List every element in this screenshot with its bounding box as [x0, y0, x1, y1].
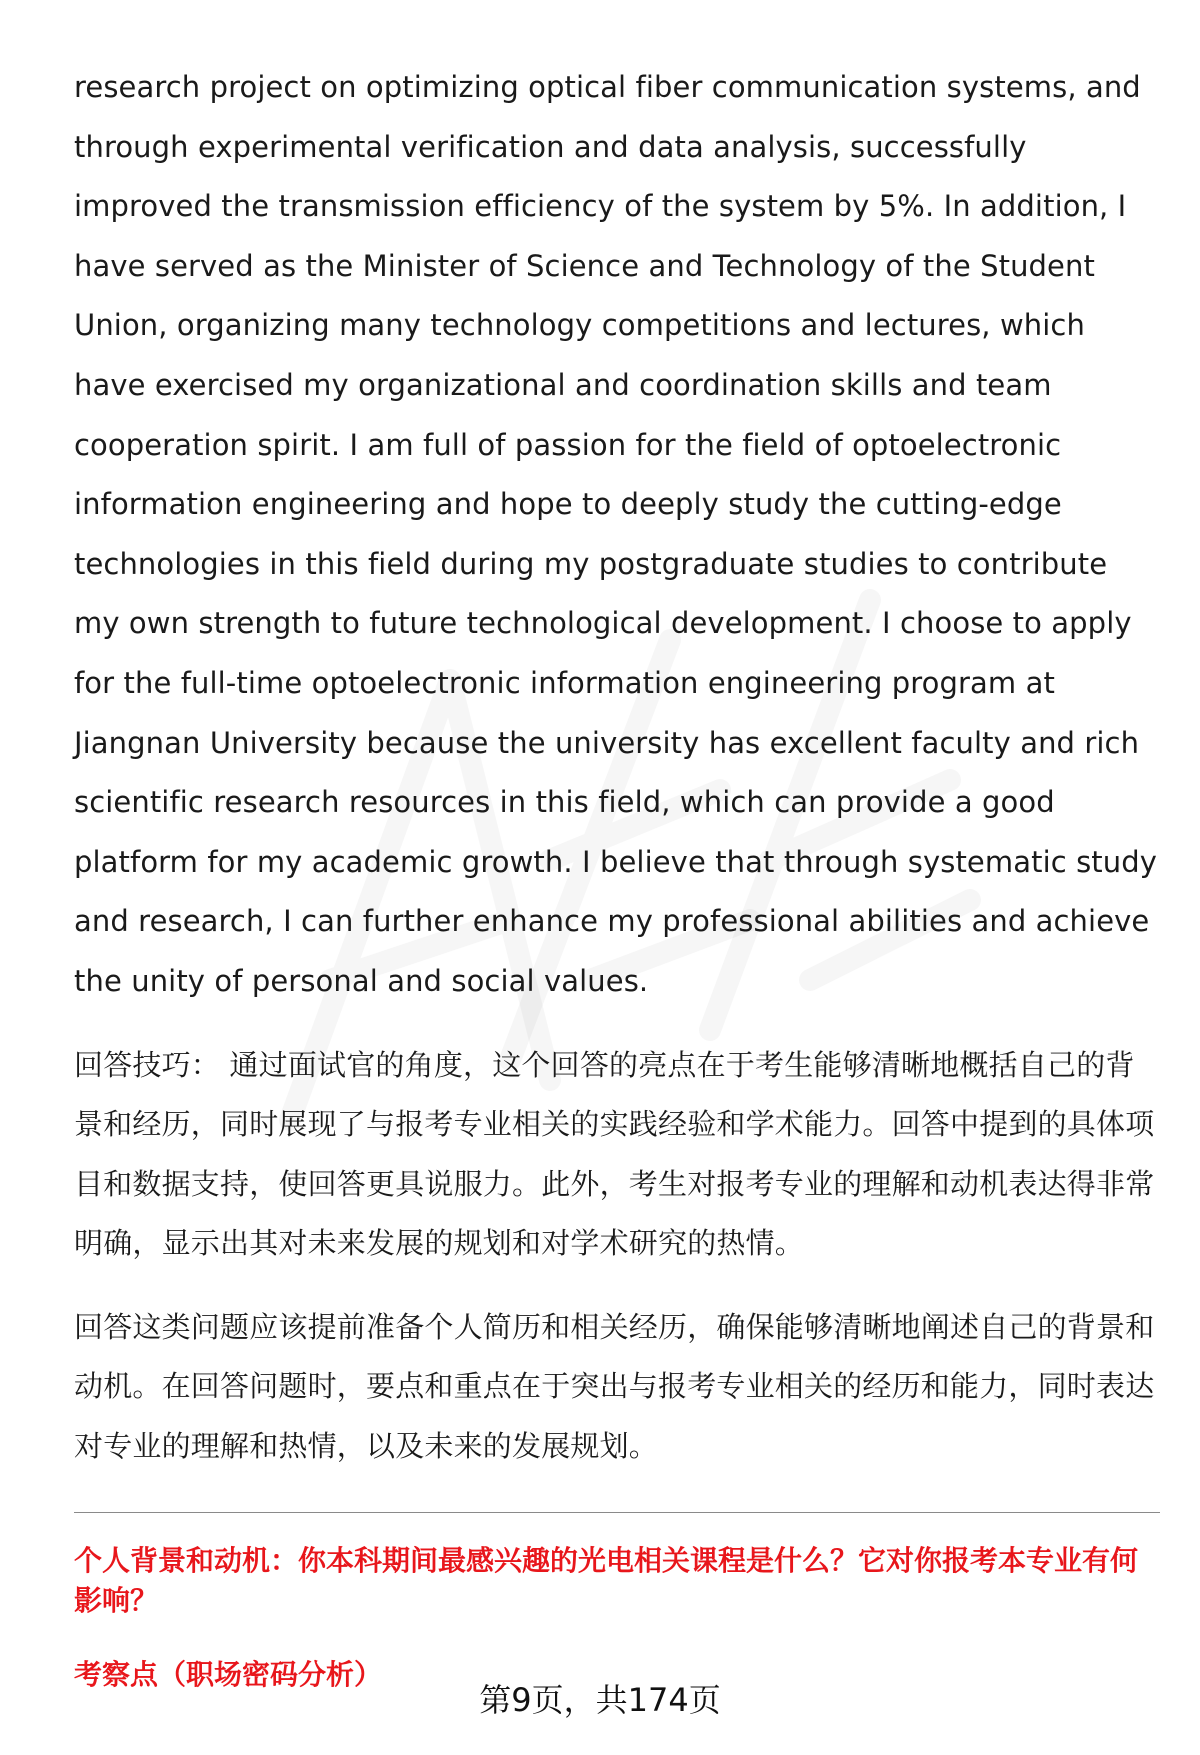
next-question-title: 个人背景和动机：你本科期间最感兴趣的光电相关课程是什么？它对你报考本专业有何影响？ [74, 1544, 1139, 1617]
body-paragraph-english: research project on optimizing optical fiber communication systems, and through experimental verification and data analysis, successfully improved the transmission efficiency of the system by 5%. In addition, I have served as the Minister of Science and Technology of the Student Union, organizing many technology competitions and lectures, which have exercised my organizational and coordination skills and team cooperation spirit. I am full of passion for the field of optoelectronic information engineering and hope to deeply study the cutting-edge technologies in this field during my postgraduate studies to contribute my own strength to future technological development. I choose to apply for the full-time optoelectronic information engineering program at Jiangnan University because the university has excellent faculty and rich scientific research resources in this field, which can provide a good platform for my academic growth. I believe that through systematic study and research, I can further enhance my professional abilities and achieve the unity of personal and social values. [74, 70, 1158, 998]
section-divider [74, 1512, 1160, 1513]
answer-tips-paragraph: 回答技巧： 通过面试官的角度，这个回答的亮点在于考生能够清晰地概括自己的背景和经历，同时展现了与报考专业相关的实践经验和学术能力。回答中提到的具体项目和数据支持，使回答更具说服力。此外，考生对报考专业的理解和动机表达得非常明确，显示出其对未来发展的规划和对学术研究的热情。 [74, 1047, 1155, 1260]
page-number-footer: 第9页，共174页 [479, 1681, 721, 1719]
document-page [74, 58, 1160, 1695]
assessment-points-heading: 考察点（职场密码分析） [74, 1658, 383, 1691]
answer-advice-paragraph: 回答这类问题应该提前准备个人简历和相关经历，确保能够清晰地阐述自己的背景和动机。在回答问题时，要点和重点在于突出与报考专业相关的经历和能力，同时表达对专业的理解和热情，以及未来的发展规划。 [74, 1309, 1155, 1463]
